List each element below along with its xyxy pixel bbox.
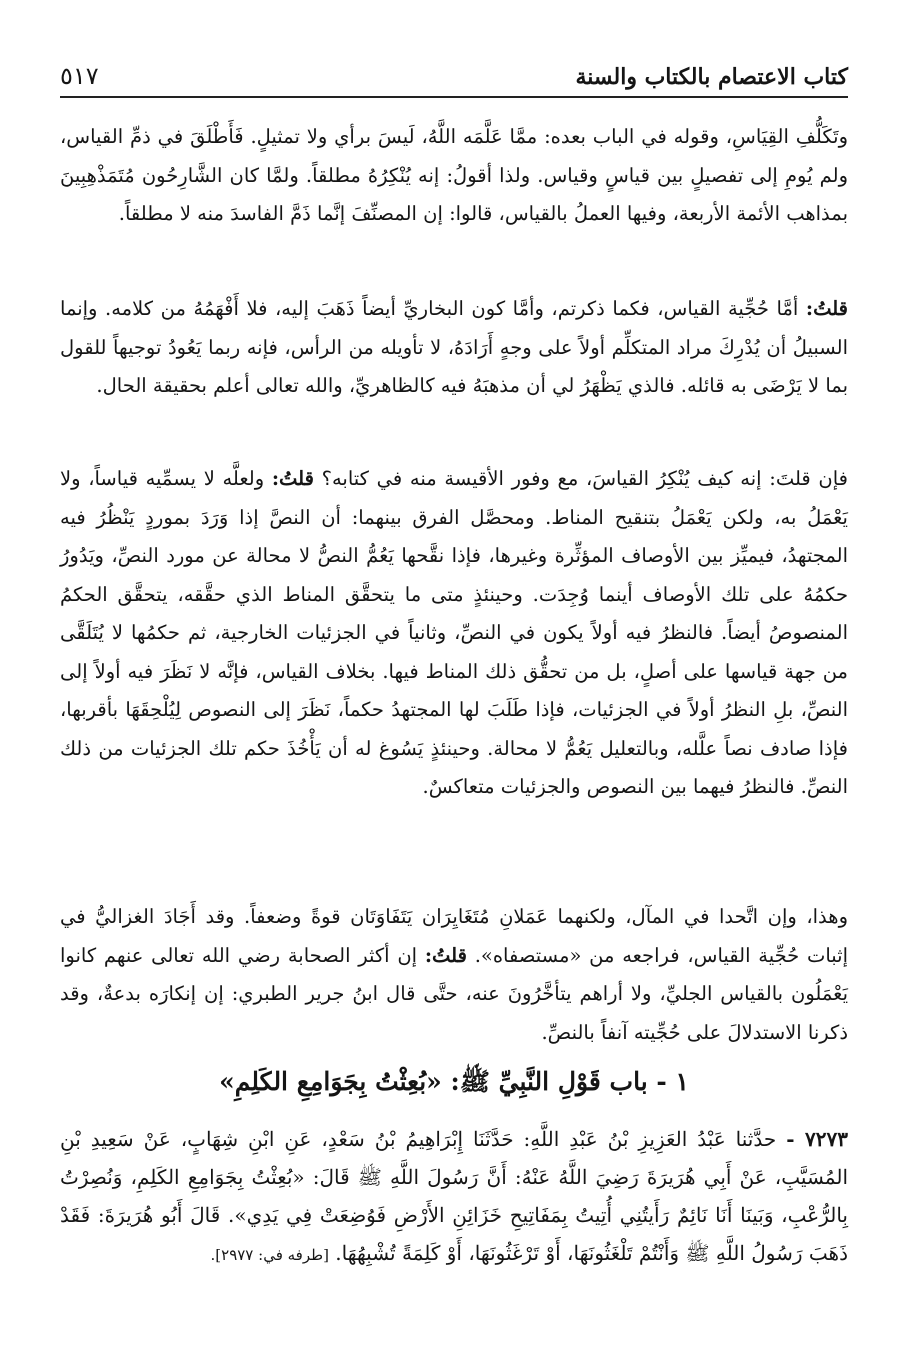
paragraph-3-answer: ولعلَّه لا يسمِّيه قياساً، ولا يَعْمَلُ به، ولكن يَعْمَلُ بتنقيح المناط. ومحصَّل الفرق بينهما: أن النصَّ إذا وَرَدَ بموردٍ يَنْظُرُ فيه المجتهدُ، فيميِّز بين الأوصاف المؤثِّرة وغيرها، فإذا نقَّحها يَعُمُّ النصُّ لا محالة عن مورد النصِّ، ويَدُورُ حكمُهُ على تلك الأوصاف أينما وُجِدَت. وحينئذٍ متى ما يتحقَّق المناط الذي حقَّقه، يتحقَّق الحكمُ المنصوصُ أيضاً. فالنظرُ فيه أولاً يكون في النصِّ، وثانياً في الجزئيات الخارجية، ثم حكمُها لا يُتَلَقَّى من جهة قياسها على أصلٍ، بل من تحقُّق ذلك المناط فيها. بخلاف القياس، فإنَّه لا نَظَرَ فيه أولاً إلى النصِّ، بلِ النظرُ أولاً في الجزئيات، فإذا طَلَبَ لها المجتهدُ حكماً، نَظَرَ إلى النصوص لِيُلْحِقَهَا بأقربها، فإذا صادف نصاً علَّله، وبالتعليل يَعُمُّ لا محالة. وحينئذٍ يَسُوغ له أن يَأْخُذَ حكم تلك الجزئيات من ذلك النصِّ. فالنظرُ فيهما بين النصوص والجزئيات متعاكسٌ.: [60, 467, 848, 798]
paragraph-3: [60, 460, 848, 807]
hadith-7273: [60, 1120, 848, 1274]
book-title: كتاب الاعتصام بالكتاب والسنة: [575, 64, 848, 90]
chapter-heading: ١ - باب قَوْلِ النَّبِيِّ ﷺ: «بُعِثْتُ بِجَوَامِعِ الكَلِمِ»: [219, 1067, 689, 1096]
paragraph-2-text: أمَّا حُجِّية القياس، فكما ذكرتم، وأمَّا كون البخاريِّ أيضاً ذَهَبَ إليه، فلا أَفْهَمُهُ من كلامه. وإنما السبيلُ أن يُدْرِكَ مراد المتكلِّم أولاً على وجهٍ أَرَادَهُ، لا تأويله من الرأس، فإنه ربما يَعُودُ توجيهاً للقول بما لا يَرْضَى به قائله. فالذي يَظْهَرُ لي أن مذهبَهُ فيه كالظاهريِّ، والله تعالى أعلم بحقيقة الحال.: [60, 297, 848, 397]
running-header: [60, 48, 848, 98]
paragraph-4-text-a: وهذا، وإن اتَّحدا في المآل، ولكنهما عَمَلانِ مُتَغَايِرَان يَتَفَاوَتَان قوةً وضعفاً. وقد أَجَادَ الغزاليُّ في إثبات حُجِّية القياس، فراجعه من «مستصفاه».: [60, 905, 848, 967]
cross-reference: [طرفه في: ٢٩٧٧].: [210, 1246, 329, 1264]
paragraph-3-question: فإن قلتَ: إنه كيف يُنْكِرُ القياسَ، مع وفور الأقيسة منه في كتابه؟: [321, 467, 848, 490]
qultu-lead: قلتُ:: [424, 943, 467, 967]
page-number: ٥١٧: [60, 62, 99, 90]
hadith-number: ٧٢٧٣ -: [786, 1127, 849, 1151]
paragraph-4-text-b: إن أكثر الصحابة رضي الله تعالى عنهم كانوا يَعْمَلُون بالقياس الجليِّ، ولا أراهم يتأخَّرُونَ عنه، حتَّى قال ابنُ جرير الطبري: إن إنكارَه بدعةٌ، وقد ذكرنا الاستدلالَ على حُجِّيته آنفاً بالنصِّ.: [60, 943, 848, 1044]
hadith-text: حدَّثنا عَبْدُ العَزِيزِ بْنُ عَبْدِ اللَّهِ: حَدَّثَنَا إِبْرَاهِيمُ بْنُ سَعْدٍ، عَنِ ابْنِ شِهَابٍ، عَنْ سَعِيدِ بْنِ المُسَيَّبِ، عَنْ أَبِي هُرَيرَةَ رَضِيَ اللَّهُ عَنْهُ: أَنَّ رَسُولَ اللَّهِ ﷺ قَالَ: «بُعِثْتُ بِجَوَامِعِ الكَلِمِ، وَنُصِرْتُ بِالرُّعْبِ، وَبَينَا أَنَا نَائِمٌ رَأَيتُنِي أُتِيتُ بِمَفَاتِيحِ خَزَائِنِ الأَرْضِ فَوُضِعَتْ فِي يَدِي». قَالَ أَبُو هُرَيرَةَ: فَقَدْ ذَهَبَ رَسُولُ اللَّهِ ﷺ وَأَنْتُمْ تَلْغَثُونَهَا، أَوْ تَرْغَثُونَهَا، أَوْ كَلِمَةً تُشْبِهُهَا.: [60, 1127, 848, 1265]
paragraph-4: [60, 898, 848, 1052]
qultu-lead: قلتُ:: [805, 297, 848, 320]
qultu-lead: قلتُ:: [271, 467, 314, 490]
paragraph-2: [60, 290, 848, 406]
paragraph-1: وتَكَلُّفِ القِيَاسِ، وقوله في الباب بعده: ممَّا عَلَّمَه اللَّهُ، لَيسَ برأي ولا تمثيلٍ. فَأَطْلَقَ في ذمِّ القياس، ولم يُومِ إلى تفصيلٍ بين قياسٍ وقياس. ولذا أقولُ: إنه يُنْكِرُهُ مطلقاً. ولمَّا كان الشَّارِحُون مُتَمَذْهِبِينَ بمذاهب الأئمة الأربعة، وفيها العملُ بالقياس، قالوا: إن المصنِّفَ إنَّما ذَمَّ الفاسدَ منه لا مطلقاً.: [60, 125, 848, 225]
